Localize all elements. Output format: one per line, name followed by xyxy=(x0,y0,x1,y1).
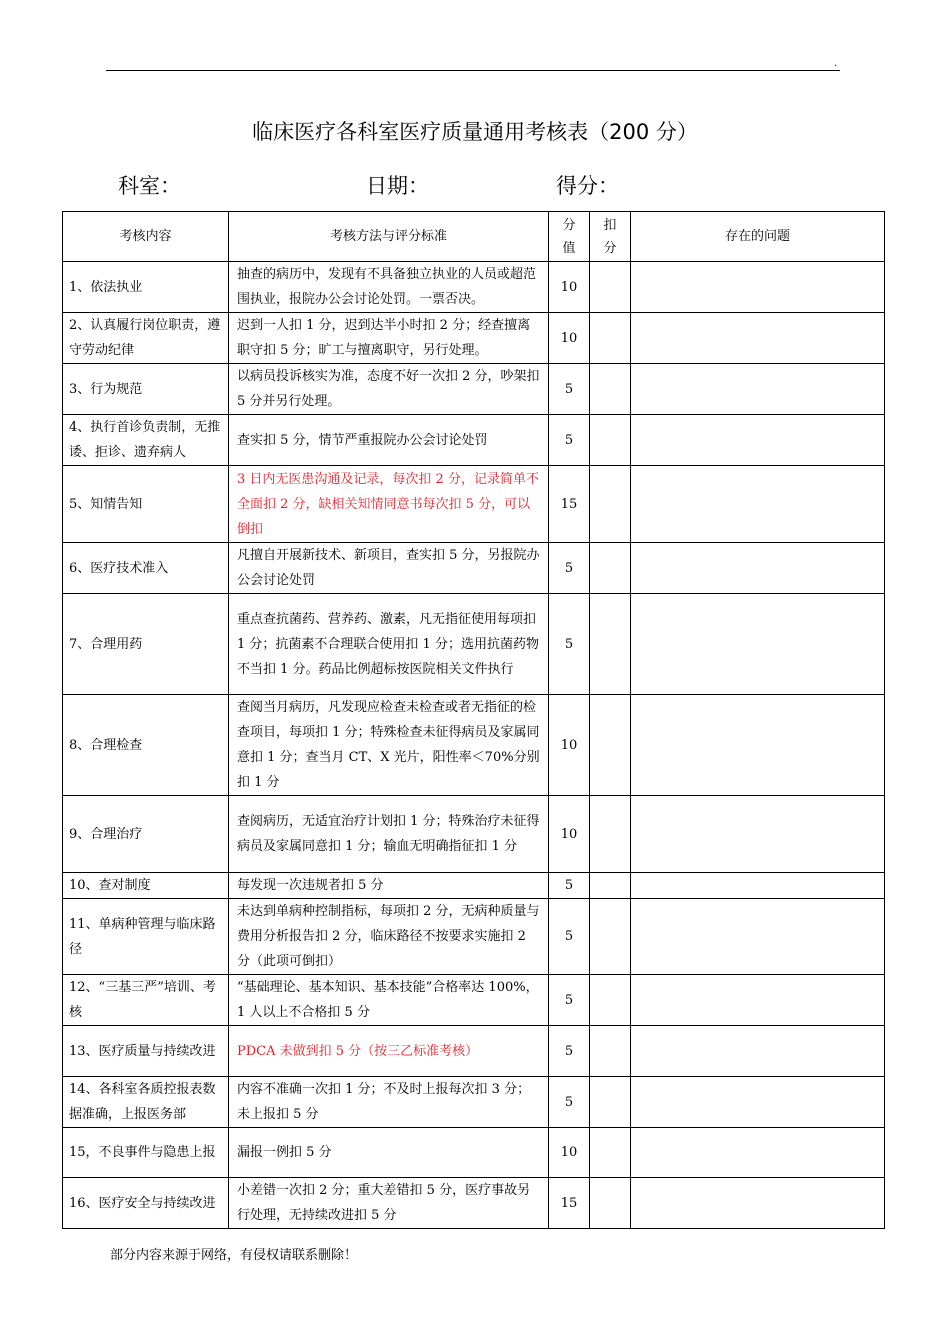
table-row xyxy=(63,415,885,466)
row-value: 5 xyxy=(549,1026,590,1077)
row-problems-cell[interactable] xyxy=(631,543,885,594)
row-item: 9、合理治疗 xyxy=(63,796,229,873)
row-item: 13、医疗质量与持续改进 xyxy=(63,1026,229,1077)
row-method: “基础理论、基本知识、基本技能”合格率达 100%，1 人以上不合格扣 5 分 xyxy=(229,975,549,1026)
row-method: 查阅病历，无适宜治疗计划扣 1 分；特殊治疗未征得病员及家属同意扣 1 分；输血无明确指征扣 1 分 xyxy=(229,796,549,873)
row-deduct-cell[interactable] xyxy=(590,695,631,796)
table-row xyxy=(63,313,885,364)
row-item: 1、依法执业 xyxy=(63,262,229,313)
table-header-row xyxy=(63,212,885,262)
row-item: 4、执行首诊负责制，无推诿、拒诊、遗弃病人 xyxy=(63,415,229,466)
table-row xyxy=(63,975,885,1026)
row-method: 抽查的病历中，发现有不具备独立执业的人员或超范围执业，报院办公会讨论处罚。一票否决。 xyxy=(229,262,549,313)
row-problems-cell[interactable] xyxy=(631,415,885,466)
row-method: 内容不准确一次扣 1 分；不及时上报每次扣 3 分；未上报扣 5 分 xyxy=(229,1077,549,1128)
row-deduct-cell[interactable] xyxy=(590,594,631,695)
row-deduct-cell[interactable] xyxy=(590,415,631,466)
row-method: 凡擅自开展新技术、新项目，查实扣 5 分，另报院办公会讨论处罚 xyxy=(229,543,549,594)
row-problems-cell[interactable] xyxy=(631,1077,885,1128)
row-value: 10 xyxy=(549,796,590,873)
row-problems-cell[interactable] xyxy=(631,695,885,796)
row-deduct-cell[interactable] xyxy=(590,313,631,364)
table-row xyxy=(63,466,885,543)
header-method: 考核方法与评分标准 xyxy=(229,212,549,262)
row-value: 5 xyxy=(549,594,590,695)
table-row xyxy=(63,899,885,975)
row-problems-cell[interactable] xyxy=(631,262,885,313)
page-title: 临床医疗各科室医疗质量通用考核表（200 分） xyxy=(252,120,698,144)
department-label: 科室： xyxy=(118,174,181,198)
row-method: 漏报一例扣 5 分 xyxy=(229,1128,549,1178)
row-value: 5 xyxy=(549,364,590,415)
row-value: 5 xyxy=(549,899,590,975)
row-deduct-cell[interactable] xyxy=(590,1128,631,1178)
row-deduct-cell[interactable] xyxy=(590,1026,631,1077)
row-deduct-cell[interactable] xyxy=(590,262,631,313)
header-rule xyxy=(106,70,840,71)
row-item: 5、知情告知 xyxy=(63,466,229,543)
row-method: 以病员投诉核实为准，态度不好一次扣 2 分，吵架扣 5 分并另行处理。 xyxy=(229,364,549,415)
row-method: 每发现一次违规者扣 5 分 xyxy=(229,873,549,899)
row-item: 15，不良事件与隐患上报 xyxy=(63,1128,229,1178)
row-deduct-cell[interactable] xyxy=(590,975,631,1026)
row-deduct-cell[interactable] xyxy=(590,543,631,594)
row-problems-cell[interactable] xyxy=(631,313,885,364)
row-method: PDCA 未做到扣 5 分（按三乙标准考核） xyxy=(229,1026,549,1077)
table-row xyxy=(63,364,885,415)
row-problems-cell[interactable] xyxy=(631,1128,885,1178)
table-row xyxy=(63,796,885,873)
header-problems: 存在的问题 xyxy=(631,212,885,262)
header-value: 分 值 xyxy=(549,212,590,262)
row-item: 6、医疗技术准入 xyxy=(63,543,229,594)
row-value: 15 xyxy=(549,1178,590,1229)
table-row xyxy=(63,1077,885,1128)
row-item: 11、单病种管理与临床路径 xyxy=(63,899,229,975)
row-problems-cell[interactable] xyxy=(631,594,885,695)
row-item: 16、医疗安全与持续改进 xyxy=(63,1178,229,1229)
table-row xyxy=(63,695,885,796)
row-method: 3 日内无医患沟通及记录，每次扣 2 分，记录简单不全面扣 2 分，缺相关知情同意书每次扣 5 分，可以倒扣 xyxy=(229,466,549,543)
row-method: 未达到单病种控制指标，每项扣 2 分，无病种质量与费用分析报告扣 2 分，临床路径不按要求实施扣 2 分（此项可倒扣） xyxy=(229,899,549,975)
row-method: 迟到一人扣 1 分，迟到达半小时扣 2 分；经查擅离职守扣 5 分；旷工与擅离职守，另行处理。 xyxy=(229,313,549,364)
row-method: 小差错一次扣 2 分；重大差错扣 5 分，医疗事故另行处理，无持续改进扣 5 分 xyxy=(229,1178,549,1229)
row-deduct-cell[interactable] xyxy=(590,1178,631,1229)
row-problems-cell[interactable] xyxy=(631,1026,885,1077)
date-label: 日期： xyxy=(366,174,429,198)
row-method: 查阅当月病历，凡发现应检查未检查或者无指征的检查项目，每项扣 1 分；特殊检查未征得病员及家属同意扣 1 分；查当月 CT、X 光片，阳性率＜70%分别扣 1 分 xyxy=(229,695,549,796)
score-label: 得分： xyxy=(556,174,619,198)
row-item: 10、查对制度 xyxy=(63,873,229,899)
table-row xyxy=(63,543,885,594)
row-value: 15 xyxy=(549,466,590,543)
row-method: 查实扣 5 分，情节严重报院办公会讨论处罚 xyxy=(229,415,549,466)
row-problems-cell[interactable] xyxy=(631,796,885,873)
row-item: 12、“三基三严”培训、考核 xyxy=(63,975,229,1026)
row-deduct-cell[interactable] xyxy=(590,364,631,415)
row-deduct-cell[interactable] xyxy=(590,796,631,873)
row-value: 10 xyxy=(549,262,590,313)
assessment-table xyxy=(62,211,885,1229)
row-value: 5 xyxy=(549,1077,590,1128)
row-value: 5 xyxy=(549,415,590,466)
row-value: 5 xyxy=(549,543,590,594)
corner-mark: . xyxy=(834,58,838,69)
footer-note: 部分内容来源于网络，有侵权请联系删除！ xyxy=(110,1248,358,1263)
table-row xyxy=(63,594,885,695)
row-problems-cell[interactable] xyxy=(631,975,885,1026)
row-deduct-cell[interactable] xyxy=(590,1077,631,1128)
row-problems-cell[interactable] xyxy=(631,1178,885,1229)
row-value: 10 xyxy=(549,695,590,796)
row-value: 5 xyxy=(549,975,590,1026)
table-row xyxy=(63,1026,885,1077)
row-value: 10 xyxy=(549,313,590,364)
row-item: 14、各科室各质控报表数据准确，上报医务部 xyxy=(63,1077,229,1128)
row-method: 重点查抗菌药、营养药、激素，凡无指征使用每项扣 1 分；抗菌素不合理联合使用扣 1 分；选用抗菌药物不当扣 1 分。药品比例超标按医院相关文件执行 xyxy=(229,594,549,695)
row-item: 8、合理检查 xyxy=(63,695,229,796)
table-row xyxy=(63,262,885,313)
row-problems-cell[interactable] xyxy=(631,873,885,899)
table-row xyxy=(63,1128,885,1178)
header-deduct: 扣 分 xyxy=(590,212,631,262)
row-item: 3、行为规范 xyxy=(63,364,229,415)
row-deduct-cell[interactable] xyxy=(590,466,631,543)
row-value: 10 xyxy=(549,1128,590,1178)
row-problems-cell[interactable] xyxy=(631,364,885,415)
row-deduct-cell[interactable] xyxy=(590,899,631,975)
row-value: 5 xyxy=(549,873,590,899)
row-problems-cell[interactable] xyxy=(631,899,885,975)
row-problems-cell[interactable] xyxy=(631,466,885,543)
row-item: 2、认真履行岗位职责，遵守劳动纪律 xyxy=(63,313,229,364)
row-item: 7、合理用药 xyxy=(63,594,229,695)
row-deduct-cell[interactable] xyxy=(590,873,631,899)
table-row xyxy=(63,873,885,899)
header-item: 考核内容 xyxy=(63,212,229,262)
table-row xyxy=(63,1178,885,1229)
